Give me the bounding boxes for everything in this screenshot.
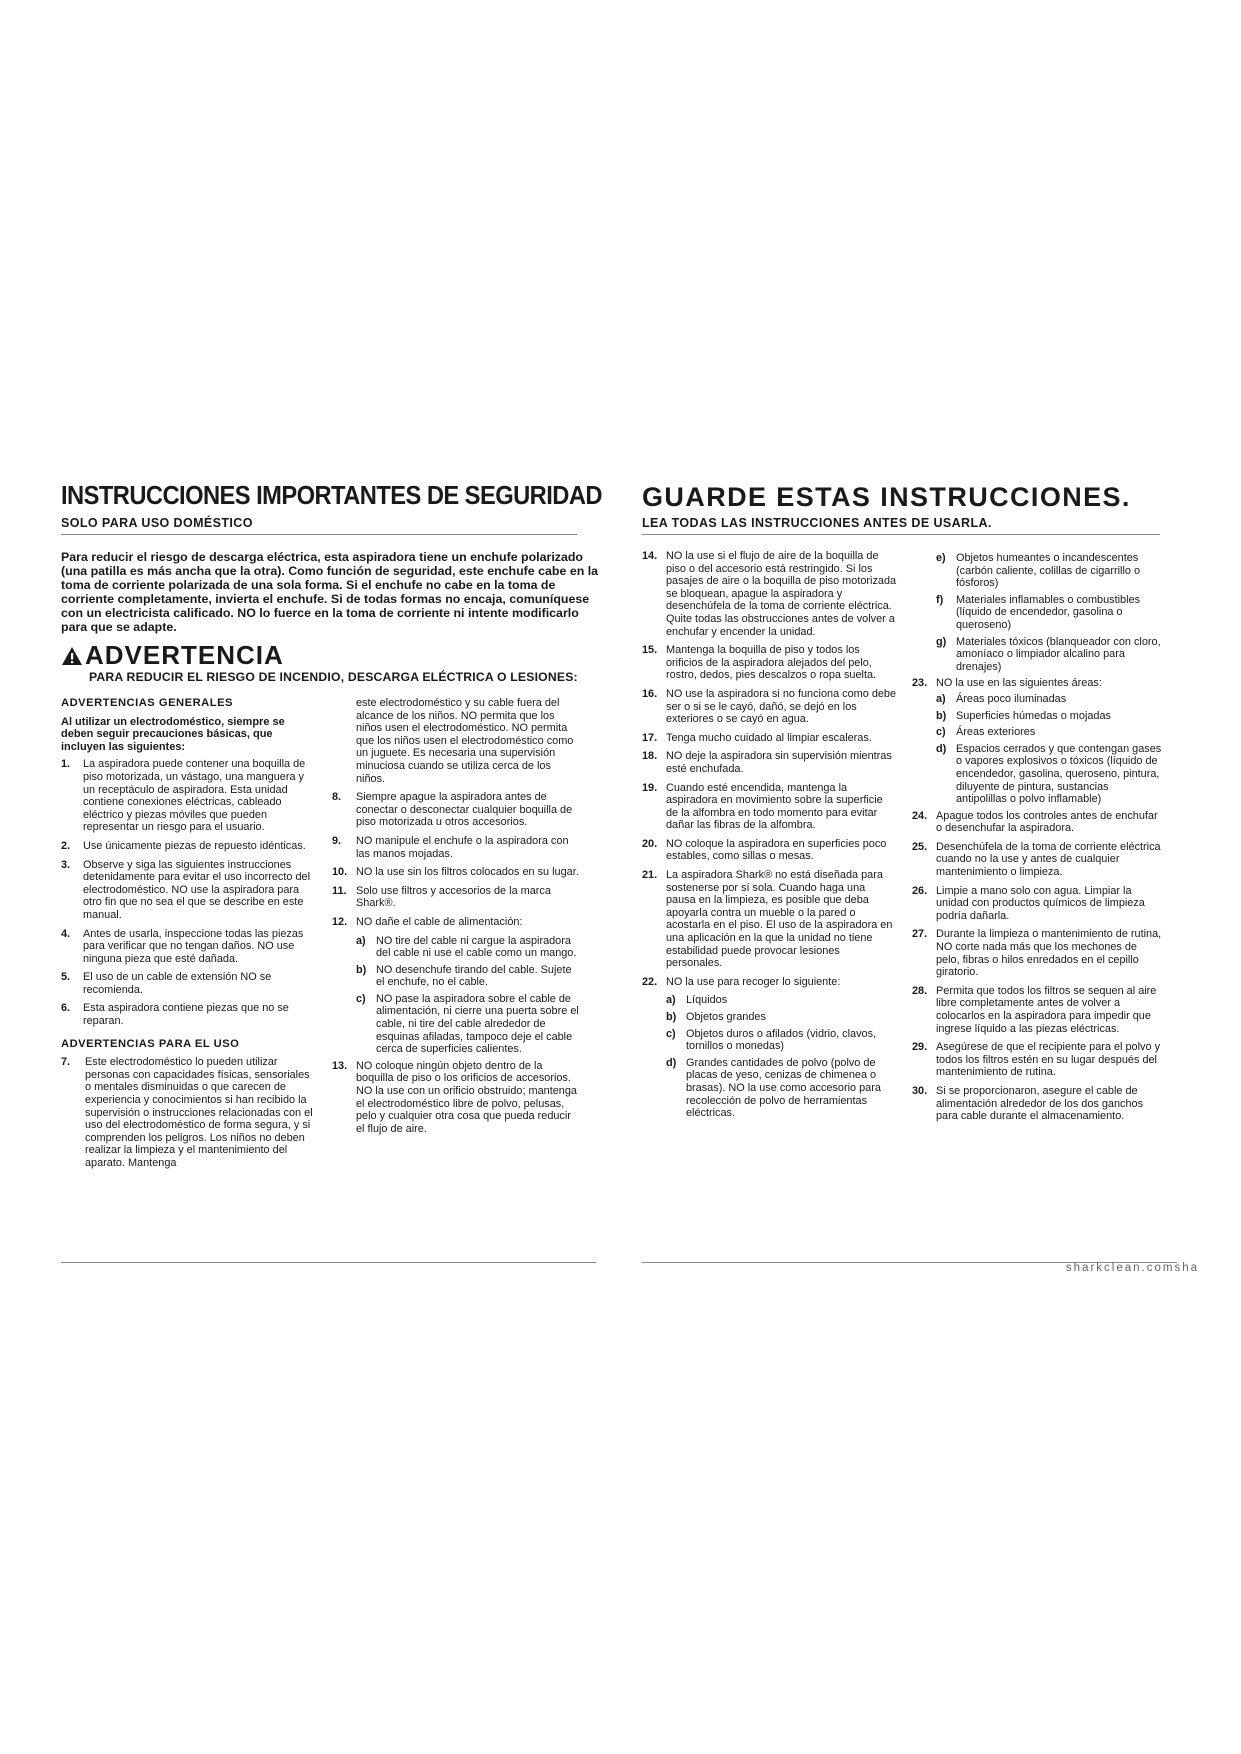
sub-item-letter: e) (936, 552, 946, 564)
list-item (912, 841, 1162, 879)
sub-item-letter: d) (936, 742, 947, 755)
item-text: Desenchúfela de la toma de corriente eléctrica cuando no la use y antes de cualquier mantenimiento o limpieza. (936, 840, 1161, 879)
item-number: 5. (61, 971, 71, 984)
sub-item (356, 935, 582, 960)
list-item (912, 928, 1162, 978)
item-number: 15. (642, 644, 658, 657)
item-text: Durante la limpieza o mantenimiento de rutina, NO corte nada más que los mechones de pelo, fibras o hilos enredados en el cepillo giratorio. (936, 928, 1162, 979)
sub-item-text: NO desenchufe tirando del cable. Sujete el enchufe, no el cable. (376, 963, 572, 989)
item-text: NO la use en las siguientes áreas: (936, 677, 1102, 690)
item-text: Si se proporcionaron, asegure el cable de alimentación alrededor de los dos ganchos para cable durante el almacenamiento. (936, 1084, 1144, 1123)
list-item (332, 791, 582, 829)
sub-item-text: Grandes cantidades de polvo (polvo de placas de yeso, cenizas de chimenea o brasas). NO la use como accesorio para recolección de polvo de herramientas eléctricas. (686, 1056, 881, 1120)
item-number: 21. (642, 869, 658, 882)
general-warnings-heading: ADVERTENCIAS GENERALES (61, 697, 233, 709)
item-text: NO manipule el enchufe o la aspiradora con las manos mojadas. (356, 834, 569, 860)
item-text: NO use la aspiradora si no funciona como debe ser o si se le cayó, dañó, se dejó en los exteriores o se cayó en agua. (666, 687, 897, 726)
left-column-1 (61, 697, 316, 1176)
item-text: Solo use filtros y accesorios de la marca Shark®. (356, 884, 551, 910)
header-divider-left (61, 534, 577, 535)
item-number: 20. (642, 837, 658, 850)
item-text: La aspiradora puede contener una boquilla de piso motorizada, un vástago, una manguera y un receptáculo de aspiradora. Esta unidad contiene conexiones eléctricas, cableado eléctrico y piezas móviles que pueden representar un riesgo para el usuario. (83, 758, 306, 834)
sub-item-text: Espacios cerrados y que contengan gases o vapores explosivos o tóxicos (líquido de encendedor, gasolina, queroseno, pintura, diluyente de pintura, sustancias antipolillas o polvo inflamable) (956, 742, 1162, 806)
sub-item (666, 994, 897, 1007)
list-item (912, 985, 1162, 1035)
item-text: NO deje la aspiradora sin supervisión mientras esté enchufada. (666, 750, 892, 775)
item-number: 17. (642, 731, 658, 744)
sub-item-letter: a) (356, 934, 366, 947)
footer-divider-left (61, 1262, 596, 1263)
list-item (332, 885, 582, 910)
list-item (642, 869, 897, 970)
item-text: Este electrodoméstico lo pueden utilizar personas con capacidades físicas, sensoriales o mentales disminuidas o que carecen de experiencia y conocimientos si han recibido la supervisión o instrucciones relacionadas con el uso del electrodoméstico de forma segura, y si comprenden los peligros. Los niños no deben realizar la limpieza y el mantenimiento del aparato. Mantenga (85, 1056, 313, 1169)
item-number: 19. (642, 781, 658, 794)
item-text: NO la use sin los filtros colocados en su lugar. (356, 866, 579, 879)
list-item (642, 782, 897, 832)
item22-sublist (666, 994, 897, 1119)
item-number: 24. (912, 809, 928, 822)
sub-item-text: Materiales inflamables o combustibles (líquido de encendedor, gasolina o queroseno) (956, 593, 1141, 631)
warning-subtitle: PARA REDUCIR EL RIESGO DE INCENDIO, DESCARGA ELÉCTRICA O LESIONES: (89, 670, 578, 684)
list-item (61, 859, 316, 922)
item-number: 27. (912, 928, 928, 941)
list-item (642, 750, 897, 775)
sub-item (356, 964, 582, 989)
item-text: Antes de usarla, inspeccione todas las piezas para verificar que no tengan daños. NO use ninguna pieza que esté dañada. (83, 927, 304, 965)
sub-item-text: Objetos humeantes o incandescentes (carbón caliente, colillas de cigarrillo o fósforos) (956, 552, 1141, 590)
list-item (642, 644, 897, 682)
header-divider-right (642, 534, 1160, 535)
sub-item (936, 693, 1162, 706)
item-number: 26. (912, 884, 928, 897)
general-warnings-lead: Al utilizar un electrodoméstico, siempre se deben seguir precauciones básicas, que incluyen las siguientes: (61, 715, 285, 753)
item-text: NO la use si el flujo de aire de la boquilla de piso o del accesorio está restringido. Si los pasajes de aire o la boquilla de piso motorizada se bloquean, apague la aspiradora y desenchúfela de la toma de corriente eléctrica. Quite todas las obstrucciones antes de volver a enchufar y encender la unidad. (666, 550, 897, 638)
sub-item (936, 710, 1162, 723)
item-number: 4. (61, 927, 71, 940)
item-number: 11. (332, 884, 347, 897)
item-text: Use únicamente piezas de repuesto idénticas. (83, 839, 306, 852)
item-text: Tenga mucho cuidado al limpiar escaleras. (666, 731, 872, 744)
item-number: 7. (61, 1056, 71, 1069)
item-number: 28. (912, 984, 928, 997)
sub-item (666, 1057, 897, 1120)
warning-heading (61, 640, 284, 671)
list-item (61, 1002, 316, 1027)
sub-item-text: Áreas poco iluminadas (956, 692, 1067, 705)
sub-item-text: Líquidos (686, 994, 728, 1007)
item-text: Permita que todos los filtros se sequen al aire libre completamente antes de volver a colocarlos en la aspiradora para impedir que ingrese líquido a las piezas eléctricas. (936, 984, 1157, 1035)
item-text: Esta aspiradora contiene piezas que no se reparan. (83, 1002, 289, 1028)
item-number: 12. (332, 915, 348, 928)
list-item (642, 976, 897, 989)
sub-item (356, 993, 582, 1056)
item-text: NO la use para recoger lo siguiente: (666, 975, 841, 988)
sub-item (936, 594, 1162, 632)
list-item (332, 1060, 582, 1136)
item-text: Limpie a mano solo con agua. Limpiar la unidad con productos químicos de limpieza podría dañarla. (936, 884, 1145, 922)
sub-item (936, 726, 1162, 739)
footer-url: sharkclean.comsha (1065, 1262, 1199, 1274)
item-text: NO dañe el cable de alimentación: (356, 915, 523, 928)
item-number: 22. (642, 975, 658, 988)
item-text: La aspiradora Shark® no está diseñada para sostenerse por sí sola. Cuando haga una pausa en la limpieza, es posible que deba apoyarla contra un mueble o la pared o acostarla en el piso. El uso de la aspiradora en una aplicación en la que la unidad no tiene estabilidad puede provocar lesiones personales. (666, 869, 893, 970)
item-number: 2. (61, 839, 71, 852)
sub-item (936, 552, 1162, 590)
list-item (61, 971, 316, 996)
list-item (642, 732, 897, 745)
sub-item-letter: c) (356, 992, 366, 1005)
list-item-continued (332, 697, 582, 785)
list-item (642, 550, 897, 638)
warning-title: ADVERTENCIA (85, 640, 284, 670)
item-text: Cuando esté encendida, mantenga la aspiradora en movimiento sobre la superficie de la alfombra en todo momento para evitar dañar las fibras de la alfombra. (666, 781, 883, 832)
list-item (61, 1056, 316, 1169)
list-item (912, 1085, 1162, 1123)
safety-list-b (912, 810, 1162, 1123)
polarized-plug-notice: Para reducir el riesgo de descarga eléctrica, esta aspiradora tiene un enchufe polarizado (una patilla es más ancha que la otra). Como función de seguridad, este enchufe cabe en la toma de corriente polarizada de una sola forma. Si el enchufe no cabe en la toma de corriente completamente, invierta el enchufe. Si de todas formas no encaja, comuníquese con un electricista calificado. NO lo fuerce en la toma de corriente ni intente modificarlo para que se adapte. (61, 550, 599, 634)
sub-item-letter: g) (936, 635, 947, 648)
item-number: 23. (912, 677, 928, 690)
item-text: Observe y siga las siguientes instrucciones detenidamente para evitar el uso incorrecto del electrodoméstico. NO use la aspiradora para otro fin que no sea el que se describe en este manual. (83, 858, 311, 921)
sub-item (666, 1011, 897, 1024)
item-text: Siempre apague la aspiradora antes de conectar o desconectar cualquier boquilla de piso motorizada u otros accesorios. (356, 791, 573, 829)
item-number: 16. (642, 687, 658, 700)
sub-item-text: Superficies húmedas o mojadas (956, 709, 1111, 722)
item-text: El uso de un cable de extensión NO se recomienda. (83, 971, 272, 996)
list-item (61, 758, 316, 834)
list-item (912, 677, 1162, 690)
sub-item-letter: a) (666, 994, 676, 1007)
item-number: 18. (642, 750, 658, 763)
item-number: 8. (332, 791, 342, 804)
sub-item-letter: c) (936, 726, 946, 739)
list-item (642, 688, 897, 726)
list-item (61, 840, 316, 853)
item-number: 6. (61, 1002, 71, 1015)
item22-sublist-continued (936, 552, 1162, 673)
sub-item-text: Materiales tóxicos (blanqueador con cloro, amoníaco o limpiador alcalino para drenajes) (956, 635, 1161, 673)
sub-item-letter: b) (666, 1011, 677, 1023)
item23-sublist (936, 693, 1162, 806)
sub-item-letter: b) (356, 963, 367, 976)
item-text: NO coloque ningún objeto dentro de la boquilla de piso o los orificios de accesorios. NO la use con un orificio obstruido; mantenga el electrodoméstico libre de polvo, pelusas, pelo y cualquier otra cosa que pueda reducir el flujo de aire. (356, 1059, 577, 1135)
right-column-2 (912, 550, 1162, 1129)
list-item (912, 885, 1162, 923)
item-text: Asegúrese de que el recipiente para el polvo y todos los filtros estén en su lugar después del mantenimiento de rutina. (936, 1041, 1161, 1079)
sub-item-letter: a) (936, 692, 946, 705)
list-item (912, 810, 1162, 835)
use-warnings-heading: ADVERTENCIAS PARA EL USO (61, 1037, 240, 1050)
left-column-2 (332, 697, 582, 1141)
item-text: NO coloque la aspiradora en superficies poco estables, como sillas o mesas. (666, 837, 887, 863)
item-number: 14. (642, 550, 658, 562)
item12-sublist (356, 935, 582, 1056)
sub-item-letter: b) (936, 709, 947, 722)
sub-item-text: Áreas exteriores (956, 726, 1036, 739)
list-item (912, 1041, 1162, 1079)
general-warnings-list (61, 758, 316, 1027)
page-title-right: GUARDE ESTAS INSTRUCCIONES. (642, 482, 1131, 512)
sub-item (936, 743, 1162, 806)
item-number: 25. (912, 840, 928, 853)
right-column-1 (642, 550, 897, 1124)
item-number: 30. (912, 1084, 928, 1097)
sub-item-text: NO tire del cable ni cargue la aspiradora del cable ni use el cable como un mango. (376, 934, 577, 960)
list-item (332, 835, 582, 860)
list-item (642, 838, 897, 863)
item-number: 3. (61, 858, 71, 871)
sub-item-text: Objetos duros o afilados (vidrio, clavos, tornillos o monedas) (686, 1027, 877, 1053)
item-text: Apague todos los controles antes de enchufar o desenchufar la aspiradora. (936, 809, 1158, 835)
item-number: 9. (332, 834, 342, 847)
list-item (332, 916, 582, 929)
use-warnings-list (332, 791, 582, 928)
sub-item (936, 636, 1162, 674)
sub-item-letter: f) (936, 593, 944, 606)
warning-triangle-icon (61, 646, 83, 666)
item-number: 13. (332, 1059, 348, 1072)
sub-item-text: Objetos grandes (686, 1011, 766, 1023)
page-title-left: INSTRUCCIONES IMPORTANTES DE SEGURIDAD (61, 482, 602, 510)
sub-item (666, 1028, 897, 1053)
item-number: 10. (332, 866, 348, 879)
sub-item-letter: d) (666, 1056, 677, 1069)
list-item (332, 866, 582, 879)
subtitle-left: SOLO PARA USO DOMÉSTICO (61, 516, 253, 530)
sub-item-letter: c) (666, 1027, 676, 1040)
item-text: este electrodoméstico y su cable fuera del alcance de los niños. NO permita que los niños usen el electrodoméstico. NO permita que los niños usen el electrodoméstico como un juguete. Es necesaria una supervisión minuciosa cuando se utiliza cerca de los niños. (356, 697, 574, 785)
subtitle-right: LEA TODAS LAS INSTRUCCIONES ANTES DE USARLA. (642, 516, 992, 530)
safety-list-a (642, 550, 897, 988)
list-item (61, 928, 316, 966)
item-number: 29. (912, 1041, 928, 1054)
item-text: Mantenga la boquilla de piso y todos los orificios de la aspiradora alejados del pelo, rostro, dedos, pies descalzos o ropa suelta. (666, 644, 877, 682)
sub-item-text: NO pase la aspiradora sobre el cable de alimentación, ni cierre una puerta sobre el cable, ni tire del cable alrededor de esquinas afiladas, tampoco deje el cable cerca de superficies calientes. (376, 992, 579, 1056)
item-number: 1. (61, 758, 71, 771)
